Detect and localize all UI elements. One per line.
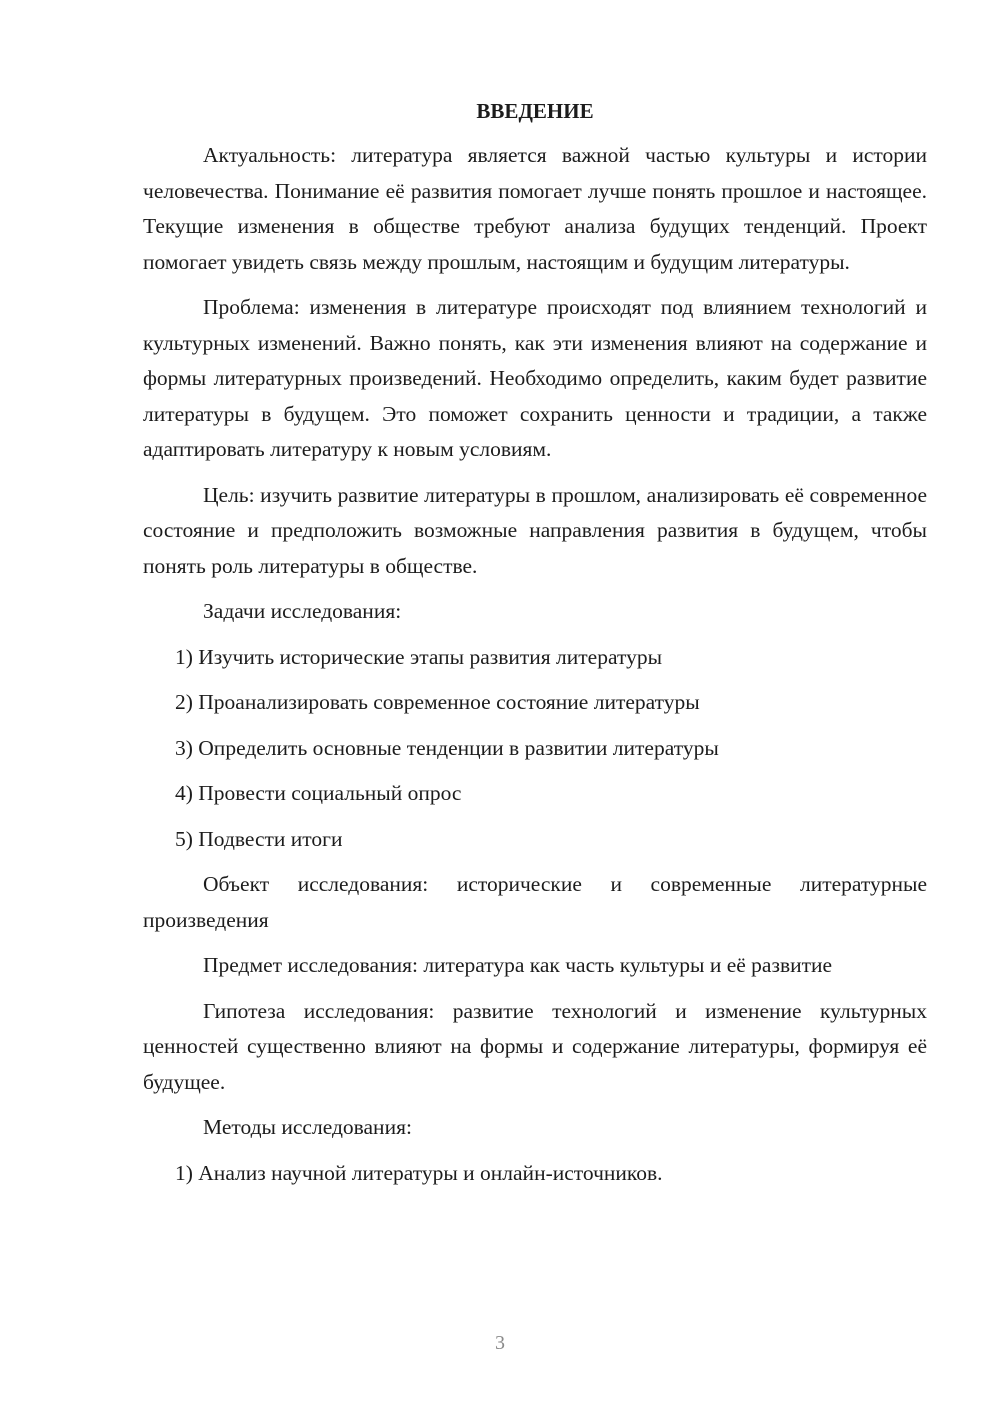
object-paragraph: Объект исследования: исторические и современные литературные произведения [143, 872, 927, 932]
problem-paragraph: Проблема: изменения в литературе происходят под влиянием технологий и культурных изменений. Важно понять, как эти изменения влияют на содержание и формы литературных произведений. Необходимо определить, каким будет развитие литературы в будущем. Это поможет сохранить ценности и традиции, а также адаптировать литературу к новым условиям. [143, 295, 927, 461]
page-number: 3 [495, 1332, 505, 1354]
subject-paragraph: Предмет исследования: литература как часть культуры и её развитие [203, 953, 833, 977]
hypothesis-paragraph: Гипотеза исследования: развитие технологий и изменение культурных ценностей существенно влияют на формы и содержание литературы, формируя её будущее. [143, 998, 927, 1094]
task-item: 3) Определить основные тенденции в развитии литературы [175, 735, 719, 760]
methods-title: Методы исследования: [203, 1115, 412, 1139]
tasks-title: Задачи исследования: [203, 599, 402, 623]
relevance-paragraph: Актуальность: литература является важной частью культуры и истории человечества. Понимание её развития помогает лучше понять прошлое и настоящее. Текущие изменения в обществе требуют анализа будущих тенденций. Проект помогает увидеть связь между прошлым, настоящим и будущим литературы. [143, 143, 927, 274]
method-item: 1) Анализ научной литературы и онлайн-источников. [175, 1160, 663, 1185]
task-item: 4) Провести социальный опрос [175, 781, 462, 805]
section-heading: ВВЕДЕНИЕ [476, 99, 594, 123]
task-item: 2) Проанализировать современное состояние литературы [175, 690, 700, 714]
document-page [143, 95, 927, 1201]
task-item: 5) Подвести итоги [175, 826, 343, 851]
goal-paragraph: Цель: изучить развитие литературы в прошлом, анализировать её современное состояние и предположить возможные направления развития в будущем, чтобы понять роль литературы в обществе. [143, 482, 927, 578]
task-item: 1) Изучить исторические этапы развития литературы [175, 644, 663, 669]
